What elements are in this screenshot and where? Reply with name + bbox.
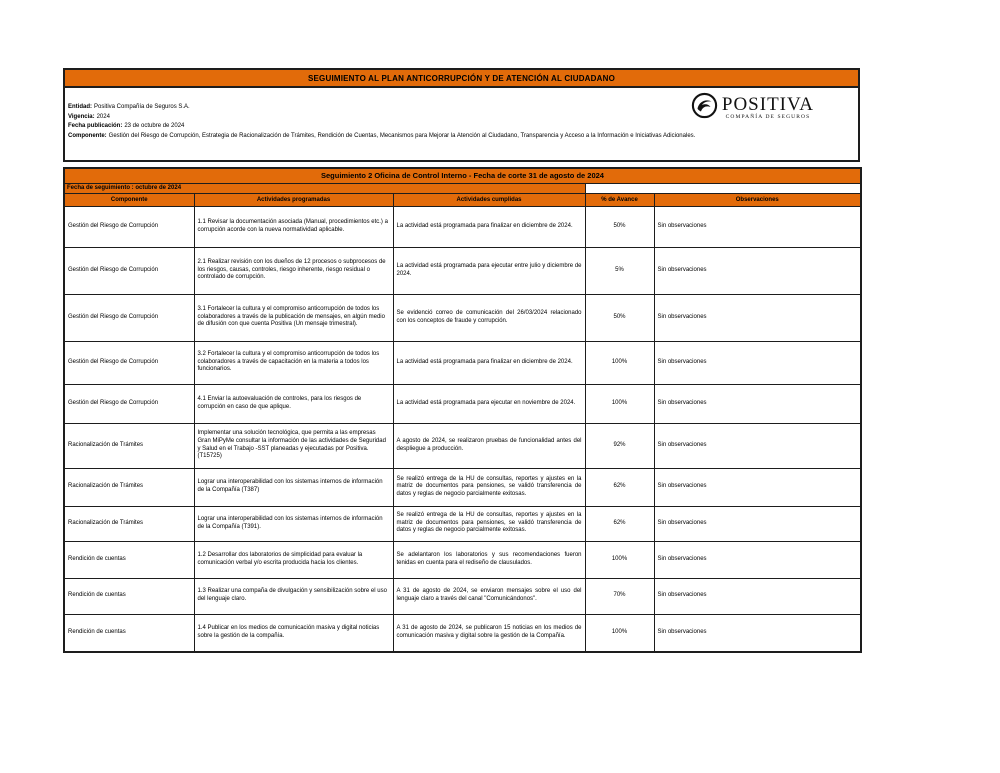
info-componente-line: [68, 132, 854, 142]
cell-actividades-programadas: 1.4 Publicar en los medios de comunicación masiva y digital noticias sobre la gestión de la compañía.: [194, 614, 393, 652]
cell-componente: Gestión del Riesgo de Corrupción: [64, 206, 194, 247]
cell-observaciones: Sin observaciones: [654, 247, 861, 294]
cell-avance: 70%: [585, 578, 654, 614]
cell-componente: Gestión del Riesgo de Corrupción: [64, 247, 194, 294]
report-title: SEGUIMIENTO AL PLAN ANTICORRUPCIÓN Y DE ATENCIÓN AL CIUDADANO: [307, 73, 616, 83]
cell-observaciones: Sin observaciones: [654, 541, 861, 578]
cell-actividades-cumplidas: La actividad está programada para finalizar en diciembre de 2024.: [393, 341, 585, 384]
cell-avance: 50%: [585, 294, 654, 341]
cell-actividades-cumplidas: Se realizó entrega de la HU de consultas, reportes y ajustes en la matriz de documentos para pensiones, se validó transferencia de datos y reglas de negocio parcialmente exitosas.: [393, 468, 585, 506]
cell-componente: Rendición de cuentas: [64, 541, 194, 578]
cell-actividades-programadas: 1.3 Realizar una compaña de divulgación y sensibilización sobre el uso del lenguaje claro.: [194, 578, 393, 614]
cell-observaciones: Sin observaciones: [654, 578, 861, 614]
cell-avance: 5%: [585, 247, 654, 294]
table-row: [64, 614, 861, 652]
header-actividades-programadas: Actividades programadas: [194, 193, 393, 206]
table-row: [64, 468, 861, 506]
table-row: [64, 578, 861, 614]
cell-actividades-programadas: 2.1 Realizar revisión con los dueños de 12 procesos o subprocesos de los riesgos, causas, controles, riesgo inherente, riesgo residual o controlado de corrupción.: [194, 247, 393, 294]
table-row: [64, 294, 861, 341]
section-header-row: [64, 168, 861, 183]
report-title-bar: [65, 70, 858, 88]
cell-actividades-cumplidas: Se realizó entrega de la HU de consultas, reportes y ajustes en la matriz de documentos para pensiones, se validó transferencia de datos y reglas de negocio parcialmente exitosas.: [393, 506, 585, 541]
header-actividades-cumplidas: Actividades cumplidas: [393, 193, 585, 206]
positiva-swirl-icon: [691, 92, 718, 124]
cell-componente: Racionalización de Trámites: [64, 506, 194, 541]
cell-actividades-programadas: Lograr una interoperabilidad con los sistemas internos de información de la Compañía (T387): [194, 468, 393, 506]
cell-actividades-programadas: 3.1 Fortalecer la cultura y el compromiso anticorrupción de todos los colaboradores a través de la publicación de mensajes, en algún medio de difusión con que cuenta Positiva (Un mensaje trimestral).: [194, 294, 393, 341]
seguimiento-table: [63, 167, 862, 653]
cell-componente: Gestión del Riesgo de Corrupción: [64, 341, 194, 384]
cell-avance: 92%: [585, 423, 654, 468]
cell-actividades-cumplidas: A agosto de 2024, se realizaron pruebas de funcionalidad antes del despliegue a producción.: [393, 423, 585, 468]
cell-actividades-cumplidas: La actividad está programada para ejecutar entre julio y diciembre de 2024.: [393, 247, 585, 294]
table-row: [64, 384, 861, 423]
cell-observaciones: Sin observaciones: [654, 614, 861, 652]
cell-avance: 100%: [585, 341, 654, 384]
cell-actividades-cumplidas: La actividad está programada para ejecutar en noviembre de 2024.: [393, 384, 585, 423]
cell-actividades-cumplidas: A 31 de agosto de 2024, se enviaron mensajes sobre el uso del lenguaje claro a través del canal "Comunicándonos".: [393, 578, 585, 614]
header-observaciones: Observaciones: [654, 193, 861, 206]
cell-observaciones: Sin observaciones: [654, 423, 861, 468]
cell-componente: Gestión del Riesgo de Corrupción: [64, 294, 194, 341]
report-header-box: [63, 68, 860, 162]
table-row: [64, 206, 861, 247]
fecha-seguimiento-row: [64, 183, 861, 193]
report-content: [63, 68, 860, 653]
cell-componente: Racionalización de Trámites: [64, 468, 194, 506]
column-header-row: [64, 193, 861, 206]
cell-componente: Rendición de cuentas: [64, 614, 194, 652]
header-avance: % de Avance: [585, 193, 654, 206]
cell-actividades-programadas: 3.2 Fortalecer la cultura y el compromiso anticorrupción de todos los colaboradores a través de capacitación en la materia a todos los funcionarios.: [194, 341, 393, 384]
cell-avance: 50%: [585, 206, 654, 247]
vigencia-value: 2024: [96, 113, 110, 120]
table-row: [64, 541, 861, 578]
fecha-publicacion-label: Fecha publicación:: [68, 123, 123, 129]
cell-observaciones: Sin observaciones: [654, 294, 861, 341]
entidad-value: Positiva Compañía de Seguros S.A.: [94, 104, 190, 110]
cell-avance: 100%: [585, 614, 654, 652]
cell-componente: Gestión del Riesgo de Corrupción: [64, 384, 194, 423]
cell-actividades-cumplidas: Se adelantaron los laboratorios y sus recomendaciones fueron tenidas en cuenta para el rediseño de clausulados.: [393, 541, 585, 578]
positiva-logo: [691, 92, 814, 124]
fecha-seguimiento-empty-cell: [585, 183, 861, 193]
cell-observaciones: Sin observaciones: [654, 468, 861, 506]
cell-avance: 100%: [585, 384, 654, 423]
table-row: [64, 423, 861, 468]
cell-actividades-cumplidas: La actividad está programada para finalizar en diciembre de 2024.: [393, 206, 585, 247]
cell-componente: Racionalización de Trámites: [64, 423, 194, 468]
table-row: [64, 247, 861, 294]
positiva-logo-subtitle: COMPAÑÍA DE SEGUROS: [725, 114, 811, 120]
cell-actividades-programadas: Lograr una interoperabilidad con los sistemas internos de información de la Compañía (T391).: [194, 506, 393, 541]
entidad-label: Entidad:: [68, 104, 92, 110]
cell-avance: 62%: [585, 506, 654, 541]
componente-label: Componente:: [68, 132, 107, 139]
cell-avance: 100%: [585, 541, 654, 578]
table-body: [64, 168, 861, 652]
table-row: [64, 341, 861, 384]
cell-observaciones: Sin observaciones: [654, 506, 861, 541]
cell-actividades-cumplidas: A 31 de agosto de 2024, se publicaron 15 noticias en los medios de comunicación masiva y digital sobre la gestión de la Compañía.: [393, 614, 585, 652]
cell-observaciones: Sin observaciones: [654, 206, 861, 247]
positiva-logo-text: [722, 96, 814, 120]
positiva-logo-name: POSITIVA: [721, 94, 814, 115]
table-row: [64, 506, 861, 541]
header-componente: Componente: [64, 193, 194, 206]
vigencia-label: Vigencia:: [68, 113, 95, 120]
cell-actividades-programadas: 1.2 Desarrollar dos laboratorios de simplicidad para evaluar la comunicación verbal y/o escrita producida hacia los clientes.: [194, 541, 393, 578]
componente-value: Gestión del Riesgo de Corrupción, Estrategia de Racionalización de Trámites, Rendición de Cuentas, Mecanismos para Mejorar la Atención al Ciudadano, Transparencia y Acceso a la Información e Iniciativas Adicionales.: [108, 132, 696, 139]
section-header: Seguimiento 2 Oficina de Control Interno - Fecha de corte 31 de agosto de 2024: [64, 168, 861, 183]
cell-componente: Rendición de cuentas: [64, 578, 194, 614]
cell-observaciones: Sin observaciones: [654, 341, 861, 384]
fecha-seguimiento-cell: Fecha de seguimiento : octubre de 2024: [64, 183, 585, 193]
cell-actividades-programadas: Implementar una solución tecnológica, que permita a las empresas Gran MiPyMe consultar la información de las actividades de Seguridad y Salud en el Trabajo -SST planeadas y ejecutadas por Positiva.(T15725): [194, 423, 393, 468]
cell-observaciones: Sin observaciones: [654, 384, 861, 423]
cell-avance: 62%: [585, 468, 654, 506]
report-info-block: [65, 88, 858, 160]
cell-actividades-programadas: 1.1 Revisar la documentación asociada (Manual, procedimientos etc.) a corrupción acorde con la nueva normatividad aplicable.: [194, 206, 393, 247]
cell-actividades-cumplidas: Se evidenció correo de comunicación del 26/03/2024 relacionado con los conceptos de fraude y corrupción.: [393, 294, 585, 341]
fecha-publicacion-value: 23 de octubre de 2024: [124, 123, 185, 129]
cell-actividades-programadas: 4.1 Enviar la autoevaluación de controles, para los riesgos de corrupción en caso de que aplique.: [194, 384, 393, 423]
